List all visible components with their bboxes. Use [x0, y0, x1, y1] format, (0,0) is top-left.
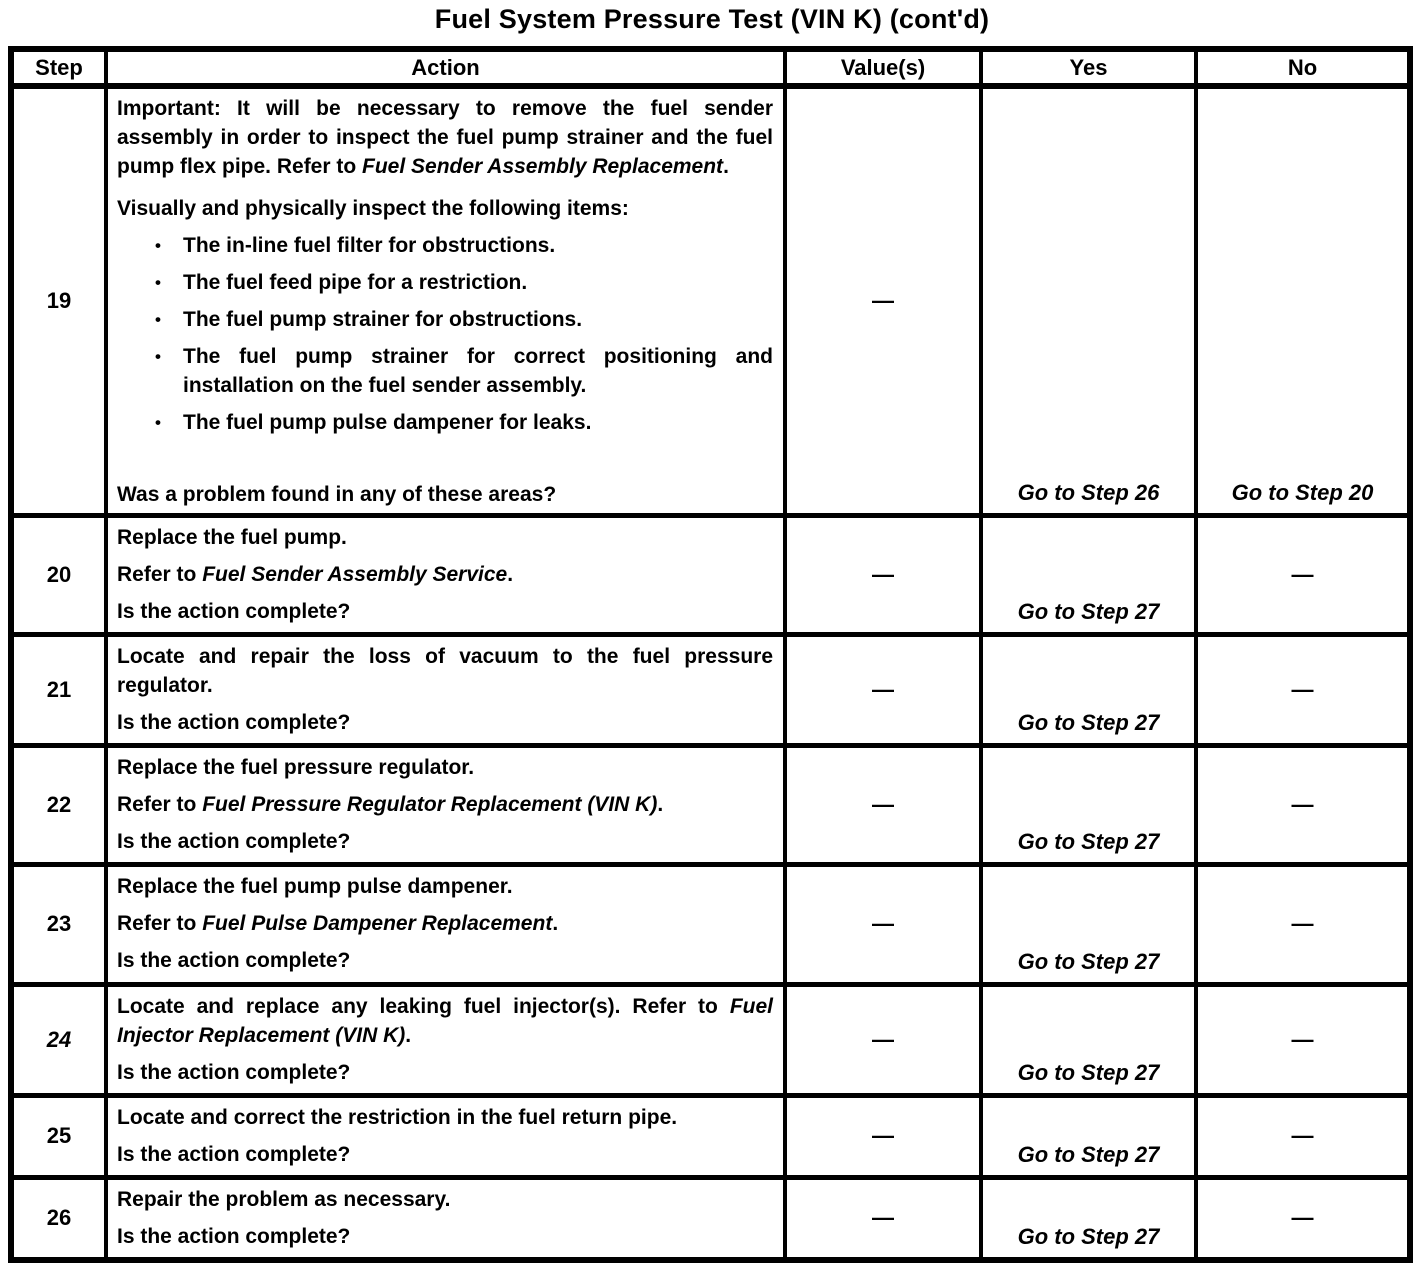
page-title: Fuel System Pressure Test (VIN K) (cont'd) [434, 4, 990, 34]
important-label: Important: [117, 97, 221, 120]
action-cell [106, 1177, 785, 1260]
yes-cell: Go to Step 27 [981, 745, 1196, 864]
action-paragraph: Visually and physically inspect the following items: [117, 197, 629, 220]
no-cell: — [1196, 515, 1410, 634]
no-cell: — [1196, 634, 1410, 745]
action-question: Was a problem found in any of these areas? [117, 482, 557, 506]
yes-cell: Go to Step 27 [981, 864, 1196, 984]
action-cell [106, 86, 785, 515]
table-row-step-22 [11, 745, 1410, 864]
action-cell [106, 1095, 785, 1177]
action-line: Replace the fuel pump. [117, 525, 347, 549]
bullet-icon: • [155, 347, 161, 366]
action-question: Is the action complete? [117, 1224, 351, 1248]
value-cell: — [785, 984, 981, 1095]
bullet-icon: • [155, 413, 161, 432]
table-row-step-21 [11, 634, 1410, 745]
reference-title: Fuel Sender Assembly Service [202, 562, 508, 586]
list-item: • The in-line fuel filter for obstructions. [155, 231, 773, 260]
yes-cell: Go to Step 27 [981, 1095, 1196, 1177]
step-cell: 23 [11, 864, 106, 984]
action-line: Locate and repair the loss of vacuum to the fuel pressure regulator. [117, 644, 773, 697]
col-header-yes: Yes [981, 49, 1196, 86]
table-row-step-26 [11, 1177, 1410, 1260]
action-question: Is the action complete? [117, 829, 351, 853]
action-line: Refer to Fuel Pulse Dampener Replacement. [117, 911, 559, 935]
yes-cell: Go to Step 26 [981, 86, 1196, 515]
value-cell: — [785, 86, 981, 515]
action-cell [106, 634, 785, 745]
table-row-step-24 [11, 984, 1410, 1095]
step-cell: 26 [11, 1177, 106, 1260]
step-cell: 21 [11, 634, 106, 745]
value-cell: — [785, 745, 981, 864]
no-cell: — [1196, 1095, 1410, 1177]
action-cell [106, 864, 785, 984]
table-row-step-19 [11, 86, 1410, 515]
table-row-step-20 [11, 515, 1410, 634]
no-cell: — [1196, 864, 1410, 984]
action-line: Replace the fuel pressure regulator. [117, 755, 475, 779]
list-item: • The fuel feed pipe for a restriction. [155, 268, 773, 297]
bullet-icon: • [155, 273, 161, 292]
value-cell: — [785, 1095, 981, 1177]
step-cell: 22 [11, 745, 106, 864]
bullet-icon: • [155, 236, 161, 255]
action-paragraph: Important: It will be necessary to remove the fuel sender assembly in order to inspect the fuel pump strainer and the fuel pump flex pipe. Refer to Fuel Sender Assembly Replacement. [117, 97, 773, 178]
action-line: Replace the fuel pump pulse dampener. [117, 874, 513, 898]
step-cell: 25 [11, 1095, 106, 1177]
value-cell: — [785, 634, 981, 745]
yes-cell: Go to Step 27 [981, 634, 1196, 745]
col-header-no: No [1196, 49, 1410, 86]
table-row-step-23 [11, 864, 1410, 984]
reference-title: Fuel Sender Assembly Replacement [362, 155, 724, 178]
no-cell: — [1196, 984, 1410, 1095]
reference-title: Fuel Pressure Regulator Replacement (VIN K) [202, 792, 658, 816]
col-header-step: Step [11, 49, 106, 86]
no-cell: Go to Step 20 [1196, 86, 1410, 515]
action-line: Locate and replace any leaking fuel injector(s). Refer to Fuel Injector Replacement (VIN K). [117, 994, 773, 1047]
no-cell: — [1196, 745, 1410, 864]
table-row-step-25 [11, 1095, 1410, 1177]
reference-title: Fuel Injector Replacement (VIN K) [117, 994, 773, 1047]
list-item: • The fuel pump strainer for obstructions. [155, 305, 773, 334]
action-cell [106, 984, 785, 1095]
yes-cell: Go to Step 27 [981, 984, 1196, 1095]
action-line: Refer to Fuel Sender Assembly Service. [117, 562, 514, 586]
header-row [11, 49, 1410, 86]
bullet-icon: • [155, 310, 161, 329]
value-cell: — [785, 864, 981, 984]
action-question: Is the action complete? [117, 710, 351, 734]
list-item: • The fuel pump pulse dampener for leaks. [155, 408, 773, 437]
action-line: Locate and correct the restriction in the fuel return pipe. [117, 1105, 678, 1129]
value-cell: — [785, 515, 981, 634]
reference-title: Fuel Pulse Dampener Replacement [202, 911, 553, 935]
list-item: • The fuel pump strainer for correct positioning and installation on the fuel sender assembly. [155, 342, 773, 400]
col-header-action: Action [106, 49, 785, 86]
action-question: Is the action complete? [117, 1060, 351, 1084]
diagnostic-table [8, 46, 1413, 1263]
col-header-values: Value(s) [785, 49, 981, 86]
yes-cell: Go to Step 27 [981, 1177, 1196, 1260]
action-question: Is the action complete? [117, 1142, 351, 1166]
value-cell: — [785, 1177, 981, 1260]
step-cell: 20 [11, 515, 106, 634]
action-question: Is the action complete? [117, 948, 351, 972]
action-line: Repair the problem as necessary. [117, 1187, 451, 1211]
document-page [0, 4, 1424, 1263]
action-line: Refer to Fuel Pressure Regulator Replacement (VIN K). [117, 792, 664, 816]
action-cell [106, 515, 785, 634]
action-question: Is the action complete? [117, 599, 351, 623]
action-cell [106, 745, 785, 864]
step-cell: 24 [11, 984, 106, 1095]
step-cell: 19 [11, 86, 106, 515]
no-cell: — [1196, 1177, 1410, 1260]
yes-cell: Go to Step 27 [981, 515, 1196, 634]
